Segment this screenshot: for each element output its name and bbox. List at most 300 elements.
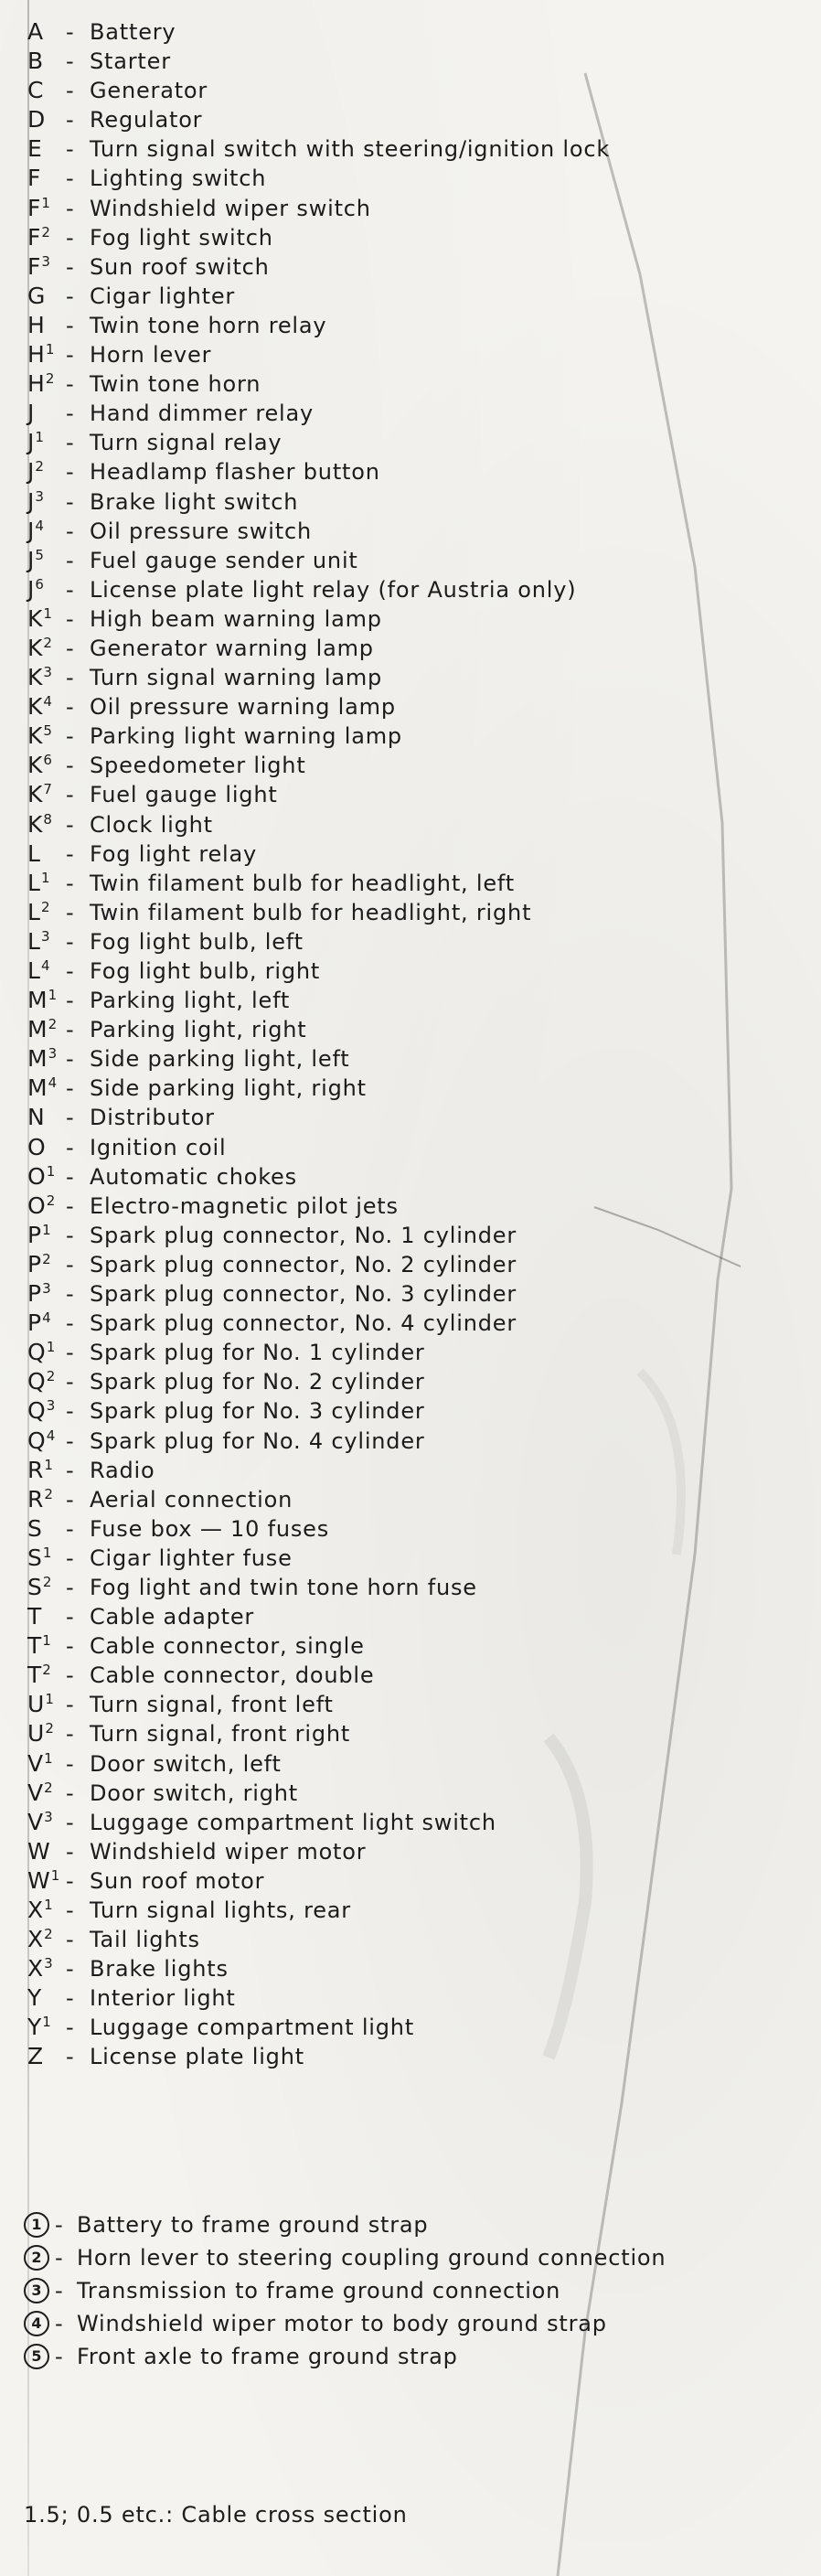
component-code-letter: Q (27, 1368, 46, 1395)
circled-number: 5 (24, 2344, 49, 2369)
component-code (27, 1515, 66, 1542)
component-code-index: 2 (42, 1662, 51, 1679)
component-code (27, 928, 66, 955)
component-code (27, 458, 66, 485)
component-code (27, 1809, 66, 1835)
component-code (27, 547, 66, 573)
component-code (27, 870, 66, 896)
separator-dash: - (66, 1046, 75, 1073)
separator-dash: - (66, 1750, 75, 1777)
component-code-letter: M (27, 1045, 48, 1073)
component-description: Door switch, right (90, 1780, 299, 1806)
separator-dash: - (66, 1398, 75, 1425)
legend-row (27, 1545, 795, 1574)
component-code (27, 722, 66, 749)
component-code-letter: F (27, 165, 41, 192)
separator-dash: - (66, 1780, 75, 1806)
legend-row (27, 458, 795, 487)
legend-row (27, 312, 795, 341)
separator-dash: - (66, 840, 75, 867)
component-description: Cigar lighter fuse (90, 1545, 293, 1571)
component-code-index: 1 (35, 429, 44, 446)
component-code-letter: Y (27, 2014, 42, 2041)
legend-row (27, 1691, 795, 1720)
component-code-letter: A (27, 18, 44, 45)
component-code (27, 752, 66, 778)
legend-row (27, 1574, 795, 1603)
component-code-letter: Q (27, 1339, 46, 1366)
component-description: Spark plug for No. 3 cylinder (90, 1398, 425, 1425)
legend-row (27, 870, 795, 899)
component-code (27, 400, 66, 426)
separator-dash: - (55, 2344, 64, 2369)
component-code (27, 195, 66, 221)
component-code-index: 2 (44, 1485, 53, 1502)
component-description: Spark plug connector, No. 2 cylinder (90, 1251, 517, 1277)
component-description: Generator warning lamp (90, 635, 374, 661)
component-code (27, 1486, 66, 1512)
separator-dash: - (66, 694, 75, 721)
component-code-letter: J (27, 487, 35, 515)
component-code-letter: R (27, 1456, 44, 1483)
separator-dash: - (66, 1692, 75, 1718)
component-description: Turn signal relay (90, 430, 283, 456)
separator-dash: - (66, 459, 75, 486)
component-code-letter: G (27, 282, 46, 309)
component-description: Regulator (90, 107, 203, 134)
component-description: License plate light (90, 2044, 304, 2070)
component-code-letter: D (27, 106, 46, 134)
component-code (27, 488, 66, 515)
component-description: Twin tone horn relay (90, 312, 327, 338)
component-code-letter: J (27, 458, 35, 486)
component-description: Lighting switch (90, 166, 267, 192)
component-code-letter: S (27, 1514, 42, 1542)
component-code-letter: F (27, 194, 41, 221)
component-description: Fog light switch (90, 224, 273, 251)
separator-dash: - (66, 107, 75, 134)
component-code-letter: B (27, 48, 44, 75)
component-code-letter: V (27, 1749, 44, 1777)
separator-dash: - (66, 19, 75, 45)
legend-row (27, 957, 795, 987)
separator-dash: - (66, 312, 75, 338)
component-code-letter: J (27, 517, 35, 544)
legend-row (27, 1867, 795, 1897)
component-description: Cigar lighter (90, 283, 236, 309)
circled-number: 1 (24, 2212, 49, 2238)
separator-dash: - (66, 723, 75, 750)
legend-row (27, 1222, 795, 1251)
component-code (27, 1368, 66, 1395)
component-code (27, 1457, 66, 1483)
separator-dash: - (66, 1662, 75, 1689)
component-code-index: 3 (35, 487, 44, 505)
separator-dash: - (66, 1340, 75, 1366)
component-code (27, 1104, 66, 1130)
separator-dash: - (66, 136, 75, 163)
component-code-letter: W (27, 1837, 50, 1865)
component-code-index: 2 (42, 1250, 51, 1267)
legend-row (27, 664, 795, 693)
component-description: Spark plug for No. 2 cylinder (90, 1369, 425, 1395)
component-code-letter: P (27, 1221, 42, 1248)
component-description: Twin filament bulb for headlight, right (90, 899, 532, 925)
component-code (27, 1603, 66, 1630)
separator-dash: - (66, 811, 75, 838)
separator-dash: - (66, 1545, 75, 1571)
component-code (27, 1222, 66, 1248)
component-code (27, 1984, 66, 2011)
component-description: Fog light relay (90, 840, 257, 867)
legend-row (27, 840, 795, 870)
component-code (27, 1838, 66, 1865)
legend-row (27, 1750, 795, 1780)
component-code-index: 5 (43, 722, 52, 740)
component-description: Brake lights (90, 1956, 229, 1983)
component-code-letter: X (27, 1926, 44, 1953)
component-code-index: 1 (45, 341, 55, 358)
component-code-letter: Q (27, 1397, 46, 1425)
separator-dash: - (66, 283, 75, 309)
component-code (27, 1427, 66, 1454)
separator-dash: - (55, 2212, 64, 2238)
component-description: Oil pressure warning lamp (90, 694, 396, 721)
circled-number: 2 (24, 2245, 49, 2271)
component-description: Speedometer light (90, 753, 306, 779)
component-code (27, 1280, 66, 1307)
separator-dash: - (66, 1956, 75, 1983)
component-description: Brake light switch (90, 488, 299, 515)
component-description: Turn signal switch with steering/ignition lock (90, 136, 611, 163)
separator-dash: - (66, 1105, 75, 1131)
legend-row (27, 576, 795, 605)
component-code (27, 1750, 66, 1777)
component-code-index: 4 (42, 1309, 51, 1327)
legend-row (27, 1192, 795, 1222)
component-code (27, 312, 66, 338)
component-code (27, 957, 66, 984)
component-code-letter: O (27, 1133, 46, 1160)
component-description: Turn signal, front right (90, 1721, 351, 1748)
separator-dash: - (66, 1867, 75, 1894)
component-code (27, 106, 66, 133)
separator-dash: - (55, 2311, 64, 2336)
component-description: Horn lever (90, 342, 212, 369)
legend-row (27, 547, 795, 576)
component-code-index: 3 (44, 1808, 53, 1825)
ground-description: Transmission to frame ground connection (77, 2278, 561, 2303)
component-code (27, 1691, 66, 1717)
legend-row (27, 781, 795, 810)
component-description: Cable connector, double (90, 1662, 375, 1689)
component-code-letter: E (27, 135, 42, 163)
component-code-letter: K (27, 664, 43, 691)
component-code (27, 18, 66, 45)
component-code (27, 1074, 66, 1101)
component-description: Starter (90, 48, 171, 75)
legend-row (27, 77, 795, 106)
legend-row (27, 106, 795, 135)
separator-dash: - (66, 928, 75, 955)
separator-dash: - (66, 1281, 75, 1308)
component-code-letter: K (27, 810, 43, 838)
component-code-index: 3 (41, 252, 50, 270)
component-code (27, 1016, 66, 1042)
component-code-letter: K (27, 693, 43, 721)
legend-row (27, 1984, 795, 2014)
component-description: Hand dimmer relay (90, 401, 315, 427)
component-code-letter: L (27, 927, 40, 955)
separator-dash: - (66, 1457, 75, 1483)
component-description: Spark plug connector, No. 1 cylinder (90, 1222, 517, 1248)
component-code-letter: P (27, 1280, 42, 1308)
component-description: Aerial connection (90, 1486, 293, 1512)
separator-dash: - (66, 635, 75, 661)
component-code-letter: J (27, 429, 35, 456)
component-code (27, 1309, 66, 1336)
component-code-index: 7 (43, 781, 52, 798)
legend-row (27, 899, 795, 928)
component-code-index: 1 (44, 1749, 53, 1767)
component-code-index: 4 (46, 1427, 56, 1444)
component-code (27, 899, 66, 925)
legend-row (27, 429, 795, 458)
component-code-letter: R (27, 1485, 44, 1512)
component-code-index: 2 (45, 1720, 54, 1737)
component-code-index: 2 (44, 1926, 53, 1943)
separator-dash: - (66, 870, 75, 896)
separator-dash: - (66, 1574, 75, 1600)
component-code (27, 1134, 66, 1160)
separator-dash: - (66, 605, 75, 632)
component-description: Twin tone horn (90, 371, 261, 398)
component-description: Generator (90, 78, 208, 104)
circled-number: 4 (24, 2311, 49, 2336)
component-code-index: 1 (48, 987, 58, 1004)
component-code-letter: T (27, 1662, 42, 1689)
separator-dash: - (66, 253, 75, 280)
legend-row (27, 1045, 795, 1074)
component-code-letter: C (27, 77, 44, 104)
legend-row (27, 1720, 795, 1749)
component-code-index: 2 (35, 458, 44, 476)
ground-row (24, 2241, 801, 2274)
component-code (27, 781, 66, 807)
component-code (27, 283, 66, 309)
component-code-index: 5 (35, 546, 44, 563)
component-code-letter: T (27, 1632, 42, 1660)
component-code-letter: F (27, 252, 41, 280)
component-code-index: 1 (42, 1632, 51, 1650)
legend-row (27, 1457, 795, 1486)
component-description: Side parking light, left (90, 1046, 350, 1073)
legend-row (27, 1074, 795, 1104)
component-code (27, 370, 66, 397)
component-code (27, 1192, 66, 1219)
component-description: Cable adapter (90, 1604, 255, 1630)
component-code-index: 2 (48, 1016, 58, 1033)
separator-dash: - (66, 1985, 75, 2012)
legend-row (27, 400, 795, 429)
component-code (27, 1780, 66, 1806)
component-code-index: 1 (42, 1544, 52, 1561)
component-code-letter: H (27, 311, 45, 338)
component-code (27, 1926, 66, 1952)
component-code (27, 2014, 66, 2040)
component-description: Fog light bulb, right (90, 958, 321, 984)
separator-dash: - (66, 78, 75, 104)
component-description: Fuel gauge sender unit (90, 547, 358, 573)
component-code-letter: O (27, 1192, 46, 1219)
component-description: Parking light, right (90, 1017, 307, 1043)
component-code-index: 2 (40, 898, 50, 915)
separator-dash: - (66, 518, 75, 544)
separator-dash: - (66, 753, 75, 779)
legend-row (27, 224, 795, 253)
component-code-letter: L (27, 957, 40, 984)
component-code (27, 1339, 66, 1365)
component-description: Spark plug connector, No. 4 cylinder (90, 1310, 517, 1337)
legend-row (27, 1955, 795, 1984)
component-description: Fog light and twin tone horn fuse (90, 1574, 477, 1600)
legend-row (27, 928, 795, 957)
component-code-index: 1 (50, 1866, 60, 1884)
legend-row (27, 635, 795, 664)
component-code-letter: Z (27, 2043, 44, 2070)
component-code-index: 1 (45, 1691, 54, 1708)
legend-row (27, 1134, 795, 1163)
component-code-letter: K (27, 634, 43, 661)
component-description: Fog light bulb, left (90, 928, 304, 955)
legend-row (27, 135, 795, 165)
component-code-letter: F (27, 223, 41, 251)
component-description: Parking light warning lamp (90, 723, 402, 750)
component-code (27, 576, 66, 603)
legend-row (27, 1104, 795, 1133)
legend-row (27, 1368, 795, 1397)
legend-row (27, 488, 795, 518)
component-description: Spark plug for No. 1 cylinder (90, 1340, 425, 1366)
legend-row (27, 48, 795, 77)
component-code (27, 605, 66, 632)
component-code-index: 3 (40, 927, 50, 945)
component-description: Ignition coil (90, 1134, 227, 1160)
component-code-letter: T (27, 1603, 42, 1630)
component-description: Battery (90, 19, 176, 45)
ground-connections-list (24, 2208, 801, 2373)
separator-dash: - (66, 1163, 75, 1190)
component-code-letter: W (27, 1866, 50, 1894)
component-code (27, 48, 66, 74)
legend-row (27, 1809, 795, 1838)
component-code-index: 1 (40, 869, 50, 886)
separator-dash: - (66, 1251, 75, 1277)
component-code-letter: K (27, 604, 43, 632)
component-code-letter: M (27, 987, 48, 1014)
component-code-index: 2 (42, 1573, 52, 1590)
component-code (27, 1251, 66, 1277)
separator-dash: - (66, 1017, 75, 1043)
component-code-index: 3 (42, 1280, 51, 1298)
separator-dash: - (66, 342, 75, 369)
component-code-index: 1 (42, 2014, 51, 2031)
component-code-letter: J (27, 400, 35, 427)
component-description: Tail lights (90, 1927, 200, 1953)
component-description: Sun roof switch (90, 253, 270, 280)
ground-description: Battery to frame ground strap (77, 2212, 429, 2238)
separator-dash: - (66, 1515, 75, 1542)
component-code (27, 341, 66, 368)
component-code (27, 1163, 66, 1190)
component-code-index: 4 (48, 1074, 58, 1092)
legend-row (27, 1897, 795, 1926)
separator-dash: - (66, 1838, 75, 1865)
component-code-letter: M (27, 1016, 48, 1043)
component-description: Spark plug for No. 4 cylinder (90, 1427, 425, 1454)
separator-dash: - (66, 1192, 75, 1219)
separator-dash: - (66, 166, 75, 192)
component-description: Oil pressure switch (90, 518, 312, 544)
legend-row (27, 811, 795, 840)
component-description: Luggage compartment light (90, 2015, 415, 2041)
component-code-index: 2 (46, 1192, 56, 1209)
component-description: Sun roof motor (90, 1867, 265, 1894)
component-code-letter: L (27, 839, 40, 867)
component-description: Turn signal lights, rear (90, 1897, 351, 1923)
component-code-index: 1 (42, 1221, 51, 1238)
component-code-letter: V (27, 1808, 44, 1835)
separator-dash: - (66, 1897, 75, 1923)
legend-row (27, 1163, 795, 1192)
separator-dash: - (66, 1075, 75, 1102)
separator-dash: - (66, 1486, 75, 1512)
separator-dash: - (55, 2278, 64, 2303)
component-code-index: 6 (35, 575, 44, 593)
component-code (27, 1632, 66, 1659)
component-code-letter: H (27, 370, 45, 398)
component-description: Door switch, left (90, 1750, 282, 1777)
legend-row (27, 1280, 795, 1309)
legend-row (27, 1662, 795, 1691)
component-code-index: 6 (43, 752, 52, 769)
separator-dash: - (66, 1809, 75, 1835)
ground-description: Windshield wiper motor to body ground strap (77, 2311, 607, 2336)
legend-row (27, 2014, 795, 2043)
component-code (27, 165, 66, 191)
component-code (27, 1955, 66, 1982)
ground-row (24, 2274, 801, 2307)
component-description: Distributor (90, 1105, 215, 1131)
component-description: High beam warning lamp (90, 605, 382, 632)
component-description: Headlamp flasher button (90, 459, 380, 486)
component-code-index: 8 (43, 810, 52, 828)
component-code-index: 2 (46, 1368, 56, 1385)
component-code (27, 1545, 66, 1571)
component-description: Clock light (90, 811, 213, 838)
component-code (27, 987, 66, 1013)
separator-dash: - (66, 2044, 75, 2070)
legend-row (27, 2043, 795, 2072)
component-code (27, 1897, 66, 1923)
component-code (27, 1045, 66, 1072)
separator-dash: - (66, 1927, 75, 1953)
component-description: Luggage compartment light switch (90, 1809, 496, 1835)
separator-dash: - (55, 2245, 64, 2271)
component-code (27, 811, 66, 838)
component-code (27, 1397, 66, 1424)
component-code-index: 1 (44, 1897, 53, 1913)
